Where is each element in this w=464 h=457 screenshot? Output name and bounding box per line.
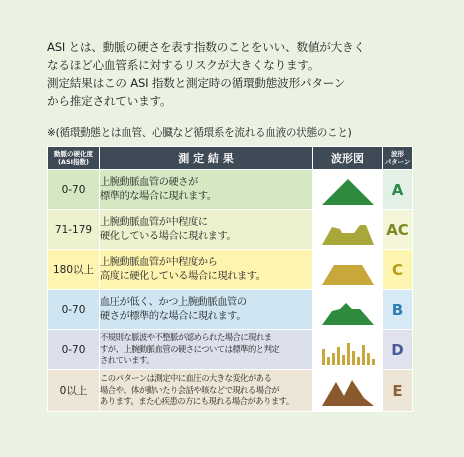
- header-waveform: 波形図: [313, 147, 383, 170]
- waveform-bars-icon: [318, 333, 378, 367]
- asi-value: 0-70: [48, 290, 100, 330]
- description-line: されています。: [100, 355, 154, 366]
- waveform-double-peak-icon: [318, 374, 378, 408]
- description-line: 血圧が低く、かつ上腕動脈血管の: [100, 296, 247, 308]
- waveform-shape: [322, 265, 374, 285]
- waveform-shape: [322, 179, 374, 205]
- waveform-shape: [322, 380, 374, 406]
- footnote-circulation: ※(循環動態とは血管、心臓など循環系を流れる血液の状態のこと): [47, 127, 352, 139]
- header-pattern-line1: 波形: [391, 150, 404, 158]
- asi-value: 0-70: [48, 330, 100, 370]
- pattern-label: C: [383, 250, 413, 290]
- description-line: すが、上腕動脈血管の硬さについては標準的と判定: [100, 343, 280, 354]
- asi-table: [47, 146, 413, 412]
- header-result: 測 定 結 果: [100, 147, 313, 170]
- waveform-bar: [347, 343, 350, 365]
- waveform-bar: [322, 349, 325, 365]
- table-row: [48, 170, 413, 210]
- description-line: 硬さが標準的な場合に現れます。: [100, 310, 246, 322]
- table-row: [48, 290, 413, 330]
- waveform-shape: [322, 303, 374, 325]
- table-header-row: [48, 147, 413, 170]
- pattern-label: B: [383, 290, 413, 330]
- waveform-bar: [327, 357, 330, 365]
- waveform-shape: [322, 225, 374, 245]
- result-description: [100, 250, 313, 290]
- description-line: このパターンは測定中に血圧の大きな変化がある: [100, 373, 272, 384]
- asi-value: 0以上: [48, 370, 100, 412]
- header-pattern: [383, 147, 413, 170]
- description-line: 硬化している場合に現れます。: [100, 230, 237, 242]
- waveform-bar: [352, 351, 355, 365]
- table-row: [48, 370, 413, 412]
- asi-value: 71-179: [48, 210, 100, 250]
- intro-line: なるほど心血管系に対するリスクが大きくなります。: [47, 58, 320, 72]
- pattern-label: D: [383, 330, 413, 370]
- waveform-cell: [313, 210, 383, 250]
- waveform-bar: [362, 345, 365, 365]
- description-line: 上腕動脈血管が中程度に: [100, 216, 208, 228]
- result-description: [100, 290, 313, 330]
- description-line: 場合や、体が動いたり会話や咳などで現れる場合が: [100, 384, 280, 395]
- waveform-cell: [313, 170, 383, 210]
- waveform-bar: [337, 347, 340, 365]
- waveform-step-plateau-icon: [318, 213, 378, 247]
- header-asi: [48, 147, 100, 170]
- intro-line: 測定結果はこの ASI 指数と測定時の循環動態波形パターン: [47, 76, 346, 90]
- pattern-label: AC: [383, 210, 413, 250]
- waveform-bar: [357, 357, 360, 365]
- table-row: [48, 330, 413, 370]
- result-description: [100, 330, 313, 370]
- waveform-trapezoid-icon: [318, 253, 378, 287]
- asi-value: 0-70: [48, 170, 100, 210]
- description-line: 不規則な脈波や不整脈が認められた場合に現れま: [100, 332, 272, 343]
- intro-paragraph: [47, 38, 447, 110]
- waveform-cell: [313, 290, 383, 330]
- header-asi-line2: (ASI指数): [57, 158, 90, 166]
- intro-line: から推定されています。: [47, 94, 172, 108]
- waveform-cell: [313, 370, 383, 412]
- intro-line: ASI とは、動脈の硬さを表す指数のことをいい、数値が大きく: [47, 40, 365, 54]
- waveform-bar: [372, 359, 375, 365]
- pattern-label: A: [383, 170, 413, 210]
- header-asi-line1: 動脈の硬化度: [54, 150, 93, 158]
- waveform-cell: [313, 250, 383, 290]
- pattern-label: E: [383, 370, 413, 412]
- description-line: 標準的な場合に現れます。: [100, 190, 217, 202]
- result-description: [100, 370, 313, 412]
- description-line: 高度に硬化している場合に現れます。: [100, 270, 266, 282]
- waveform-cell: [313, 330, 383, 370]
- result-description: [100, 170, 313, 210]
- header-pattern-line2: パターン: [384, 158, 411, 166]
- asi-value: 180以上: [48, 250, 100, 290]
- waveform-ridge-icon: [318, 293, 378, 327]
- description-line: あります。また心疾患の方にも現れる場合があります。: [100, 396, 294, 407]
- waveform-triangle-icon: [318, 173, 378, 207]
- description-line: 上腕動脈血管が中程度から: [100, 256, 218, 268]
- waveform-bar: [342, 355, 345, 365]
- table-row: [48, 210, 413, 250]
- table-row: [48, 250, 413, 290]
- waveform-bar: [367, 353, 370, 365]
- result-description: [100, 210, 313, 250]
- description-line: 上腕動脈血管の硬さが: [100, 176, 198, 188]
- waveform-bar: [332, 353, 335, 365]
